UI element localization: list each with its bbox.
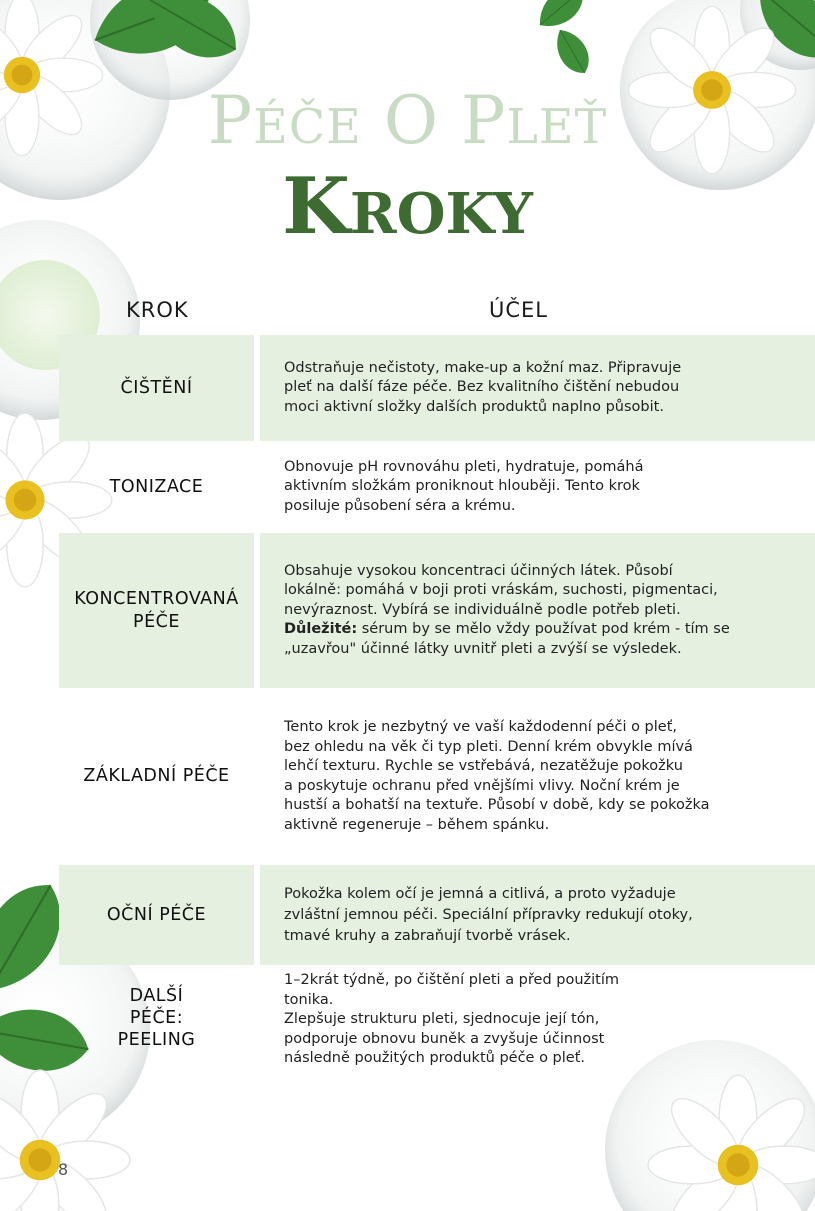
- table-row: [59, 965, 815, 1080]
- step-label: ZÁKLADNÍ PÉČE: [83, 766, 230, 787]
- important-label: Důležité:: [284, 621, 358, 638]
- table-row: [59, 335, 815, 441]
- purpose-text: Pokožka kolem očí je jemná a citlivá, a proto vyžaduje zvláštní jemnou péči. Speciální přípravky redukují otoky, tmavé kruhy a zabraňují tvorbě vrásek.: [260, 865, 815, 965]
- purpose-text: Obnovuje pH rovnováhu pleti, hydratuje, pomáhá aktivním složkám proniknout hlouběji. Tento krok posiluje působení séra a krému.: [284, 458, 644, 514]
- column-header-purpose: ÚČEL: [489, 298, 549, 322]
- step-label: TONIZACE: [109, 476, 204, 497]
- column-header-step: KROK: [126, 298, 189, 322]
- step-label: DALŠÍ PÉČE: PEELING: [117, 986, 196, 1050]
- step-label: OČNÍ PÉČE: [59, 865, 254, 965]
- purpose-text: Tento krok je nezbytný ve vaší každodenní péči o pleť, bez ohledu na věk či typ pleti. Denní krém obvykle mívá lehčí texturu. Rychle se vstřebává, nezatěžuje pokožku a poskytuje ochranu před vnějšími vlivy. Noční krém je hustší a bohatší na textuře. Působí v době, kdy se pokožka aktivně regeneruje – během spánku.: [284, 719, 710, 833]
- page-title-line1: PÉČE O PLEŤ: [207, 82, 608, 159]
- page-number: 8: [58, 1160, 69, 1179]
- table-row: [59, 533, 815, 688]
- table-row: [59, 441, 815, 533]
- table-row: [59, 688, 815, 865]
- table-row: [59, 865, 815, 965]
- step-label: ČIŠTĚNÍ: [59, 335, 254, 441]
- purpose-text: Obsahuje vysokou koncentraci účinných látek. Působí lokálně: pomáhá v boji proti vráskám, suchosti, pigmentaci, nevýraznost. Vybírá se individuálně podle potřeb pleti. Důležité: sérum by se mělo vždy používat pod krém - tím se „uzavřou" účinné látky uvnitř pleti a zvýší se výsledek.: [260, 533, 815, 688]
- purpose-text: Odstraňuje nečistoty, make-up a kožní maz. Připravuje pleť na další fáze péče. Bez kvalitního čištění nebudou moci aktivní složky dalších produktů naplno působit.: [260, 335, 815, 441]
- step-label: KONCENTROVANÁ PÉČE: [59, 533, 254, 688]
- page-title-line2: KROKY: [282, 161, 533, 252]
- purpose-text: 1–2krát týdně, po čištění pleti a před použitím tonika. Zlepšuje strukturu pleti, sjednocuje její tón, podporuje obnovu buněk a zvyšuje účinnost následně použitých produktů péče o pleť.: [284, 972, 620, 1066]
